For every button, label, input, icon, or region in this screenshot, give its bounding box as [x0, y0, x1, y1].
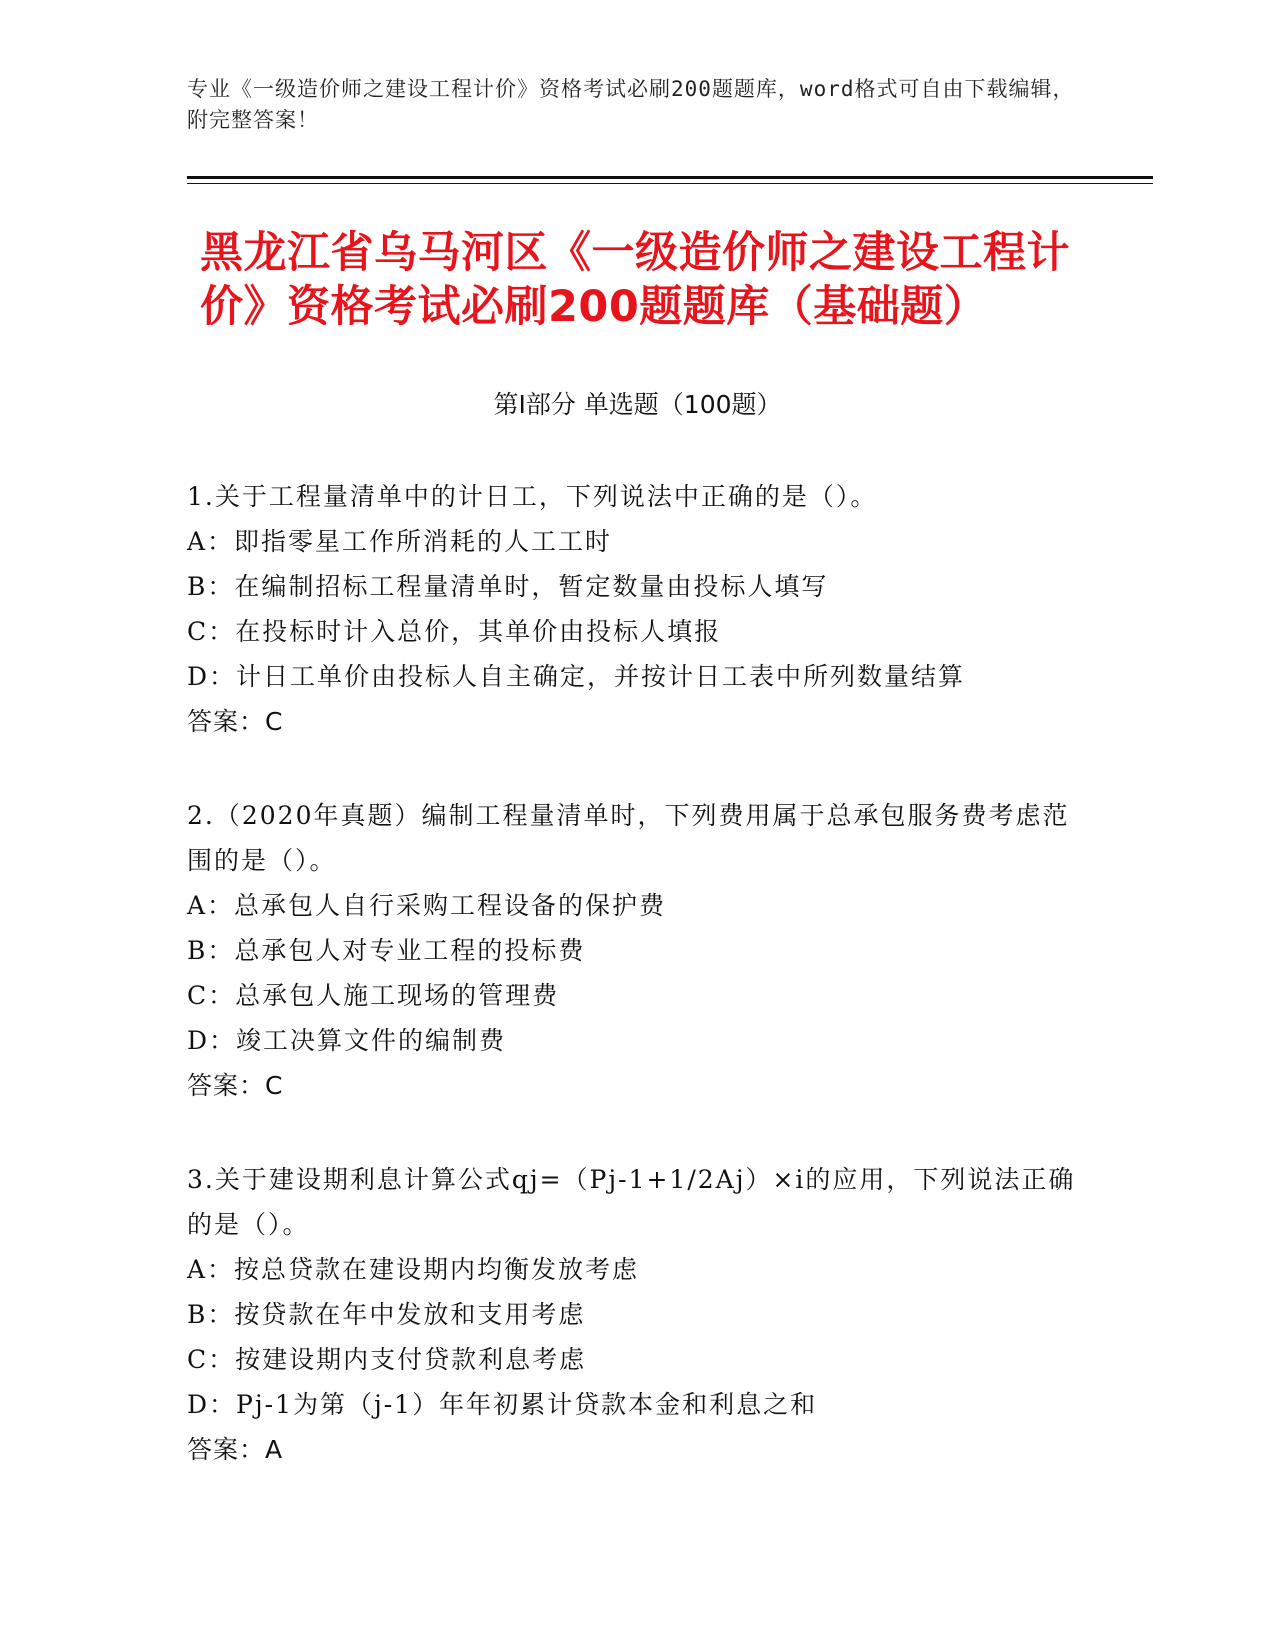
option-a: A：按总贷款在建设期内均衡发放考虑 [187, 1255, 640, 1284]
question-text: 1.关于工程量清单中的计日工，下列说法中正确的是（）。 [187, 482, 878, 511]
option-b: B：总承包人对专业工程的投标费 [187, 936, 586, 965]
option-b: B：按贷款在年中发放和支用考虑 [187, 1300, 586, 1329]
question-text: 2.（2020年真题）编制工程量清单时，下列费用属于总承包服务费考虑范围的是（）。 [187, 801, 1070, 875]
option-d: D：竣工决算文件的编制费 [187, 1026, 507, 1055]
header-rule-thin [187, 183, 1153, 184]
section-heading: 第Ⅰ部分 单选题（100题） [493, 390, 782, 419]
option-a: A：总承包人自行采购工程设备的保护费 [187, 891, 667, 920]
question-2 [187, 793, 1077, 1108]
header-rule-thick [187, 176, 1153, 179]
option-d: D：Pj-1为第（j-1）年年初累计贷款本金和利息之和 [187, 1390, 818, 1419]
question-3 [187, 1157, 1077, 1472]
document-title: 黑龙江省乌马河区《一级造价师之建设工程计价》资格考试必刷200题题库（基础题） [200, 228, 1070, 332]
option-c: C：总承包人施工现场的管理费 [187, 981, 560, 1010]
option-b: B：在编制招标工程量清单时，暂定数量由投标人填写 [187, 572, 829, 601]
answer: 答案：C [187, 707, 284, 736]
option-c: C：在投标时计入总价，其单价由投标人填报 [187, 617, 722, 646]
option-c: C：按建设期内支付贷款利息考虑 [187, 1345, 587, 1374]
answer: 答案：A [187, 1435, 284, 1464]
answer: 答案：C [187, 1071, 284, 1100]
question-text: 3.关于建设期利息计算公式qj=（Pj-1+1/2Aj）×i的应用，下列说法正确的是（）。 [187, 1165, 1076, 1239]
option-d: D：计日工单价由投标人自主确定，并按计日工表中所列数量结算 [187, 662, 966, 691]
question-1 [187, 474, 1077, 744]
option-a: A：即指零星工作所消耗的人工工时 [187, 527, 613, 556]
header-note: 专业《一级造价师之建设工程计价》资格考试必刷200题题库，word格式可自由下载编辑，附完整答案！ [187, 77, 1075, 132]
